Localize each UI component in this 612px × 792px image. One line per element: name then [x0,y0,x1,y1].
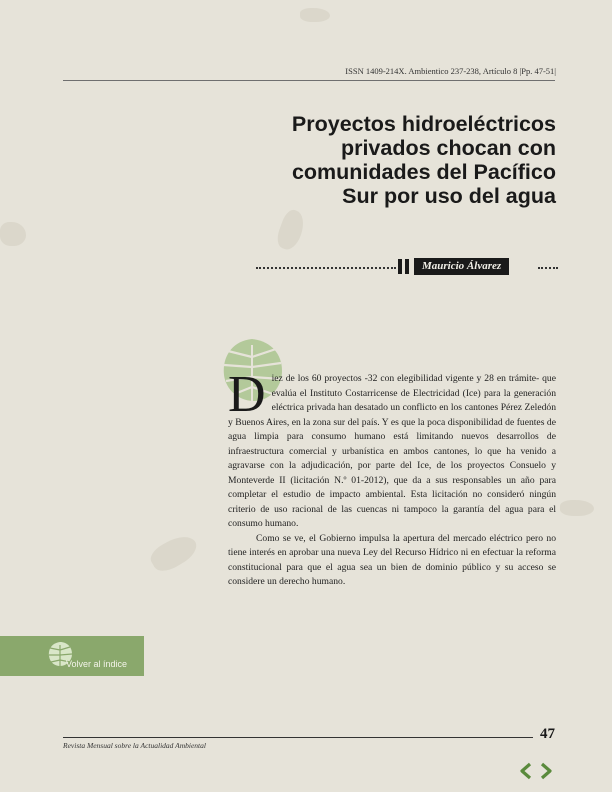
page-navigation [516,762,556,782]
paper-texture [0,222,26,246]
paragraph [228,366,556,532]
footer-rule [63,737,533,738]
next-page-arrow-icon[interactable] [538,762,554,780]
dotted-rule-left [256,267,396,269]
title-line: comunidades del Pacífico [291,160,556,184]
paper-texture [147,530,202,577]
article-body [228,366,556,590]
journal-name: Revista Mensual sobre la Actualidad Ambiental [63,741,206,750]
author-name: Mauricio Álvarez [414,258,509,275]
paper-texture [274,207,308,252]
paper-texture [300,8,330,22]
drop-cap: D [228,366,266,423]
author-marker [398,259,410,274]
issn-reference: ISSN 1409-214X. Ambientico 237-238, Artículo 8 |Pp. 47-51| [345,66,556,76]
paragraph: Como se ve, el Gobierno impulsa la apertura del mercado eléctrico pero no tiene interés en aprobar una nueva Ley del Recurso Hídrico ni en efectuar la reforma constitucional para que el agua sea un bien de dominio público y su acceso se considere un derecho humano. [228,532,556,587]
back-to-index-label: Volver al índice [66,659,128,669]
article-title [226,112,556,208]
dotted-rule-right [538,267,558,269]
title-line: privados chocan con [340,136,556,160]
previous-page-arrow-icon[interactable] [518,762,534,780]
paragraph-text: iez de los 60 proyectos -32 con elegibilidad vigente y 28 en trámite- que evalúa el Instituto Costarricense de Electricidad (Ice) para la generación eléctrica privada han desatado un conflicto en los cantones Pérez Zeledón y Buenos Aires, en la zona sur del país. Y es que la poca disponibilidad de fuentes de agua limpia para consumo humano está limitando nuevos desarrollos de infraestructura comercial y urbanística en ambos cantones, lo que ha venido a agravarse con la adjudicación, por parte del Ice, de los proyectos Consuelo y Monteverde II (licitación N.º 01-2012), que da a sus responsables un año para completar el estudio de impacto ambiental. Esta licitación no consideró ningún criterio de uso racional de las cuencas ni tampoco la garantía del agua para el consumo humano. [228,373,556,529]
back-to-index-button[interactable] [0,636,144,676]
page-number: 47 [540,726,555,742]
paper-texture [560,500,594,516]
title-line: Sur por uso del agua [342,184,556,208]
header-rule [63,80,555,81]
title-line: Proyectos hidroeléctricos [291,112,556,136]
